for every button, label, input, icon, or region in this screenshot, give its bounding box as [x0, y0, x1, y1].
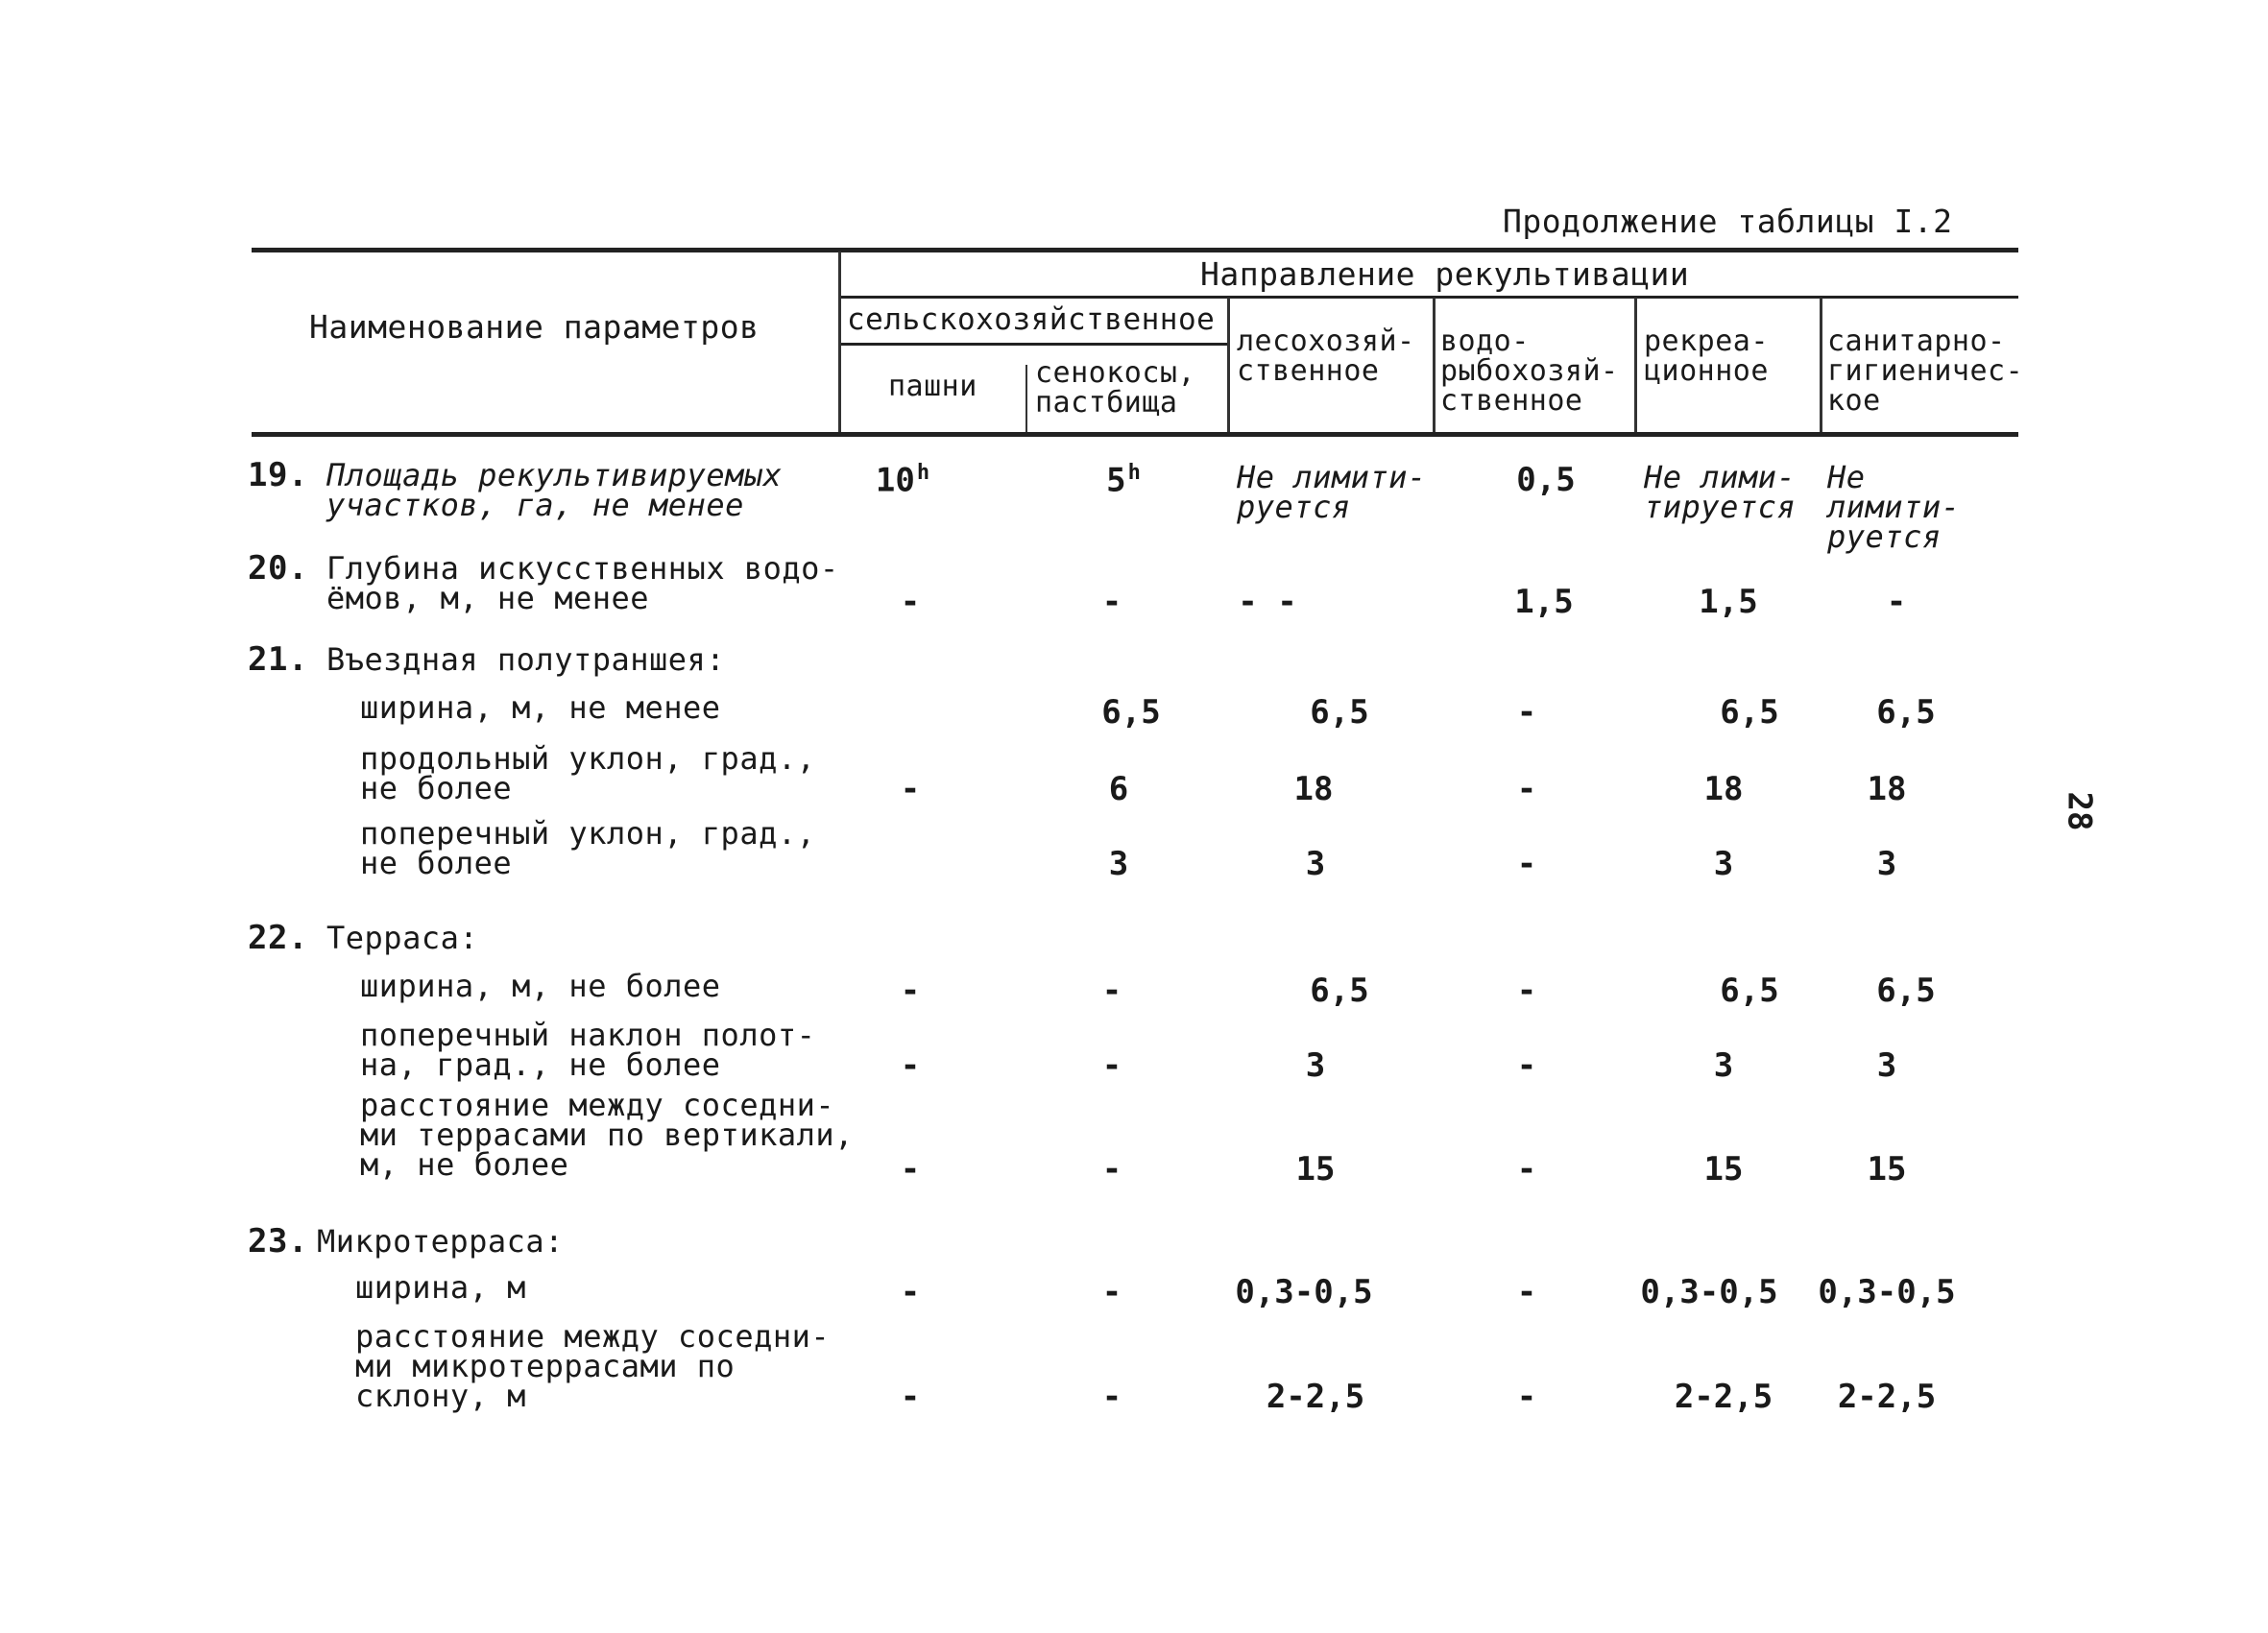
- table-top-rule: [252, 248, 2018, 252]
- row-21-sub3-sanitary: 3: [1876, 845, 1897, 883]
- row-23-sub2-sanitary: 2-2,5: [1837, 1378, 1937, 1416]
- header-recreation: рекреа- ционное: [1644, 324, 1769, 388]
- row-21-sub3-hay: 3: [1108, 845, 1129, 883]
- row-23-sub2-recreation: 2-2,5: [1674, 1378, 1773, 1416]
- col-divider-3: [1227, 298, 1230, 432]
- row-21-sub2-sanitary: 18: [1867, 770, 1907, 808]
- row-22-number: 22.: [248, 919, 308, 957]
- row-22-sub1-hay: -: [1101, 972, 1122, 1010]
- header-sanitary: санитарно- гигиеничес- кое: [1827, 324, 2024, 418]
- row-19-recreation: Не лими- тируется: [1644, 459, 1797, 525]
- row-22-label: Терраса:: [326, 920, 479, 956]
- row-22-sub3-fishery: -: [1516, 1150, 1537, 1189]
- row-22-sub2-hay: -: [1101, 1046, 1122, 1085]
- row-19-arable: [876, 461, 929, 499]
- row-23-sub2-fishery: -: [1516, 1378, 1537, 1416]
- row-22-sub1-recreation: 6,5: [1720, 972, 1779, 1010]
- col-divider-4: [1433, 298, 1436, 432]
- row-22-sub1-label: ширина, м, не более: [360, 968, 721, 1004]
- row-19-label: Площадь рекультивируемых участков, га, не менее: [326, 457, 783, 523]
- row-23-sub2-label: расстояние между соседни- ми микротеррасами по склону, м: [355, 1318, 831, 1414]
- row-23-sub2-arable: -: [900, 1378, 921, 1416]
- row-23-sub1-arable: -: [900, 1273, 921, 1311]
- row-22-sub1-sanitary: 6,5: [1876, 972, 1936, 1010]
- row-20-fishery: 1,5: [1514, 583, 1574, 621]
- row-21-sub2-arable: -: [900, 770, 921, 808]
- row-20-recreation: 1,5: [1699, 583, 1758, 621]
- header-param-name: Наименование параметров: [309, 308, 760, 346]
- row-21-sub1-recreation: 6,5: [1720, 693, 1779, 732]
- row-21-sub2-hay: 6: [1108, 770, 1129, 808]
- col-divider-6: [1820, 298, 1822, 432]
- row-22-sub2-sanitary: 3: [1876, 1046, 1897, 1085]
- row-20-sanitary: -: [1886, 583, 1907, 621]
- row-19-hay-sup: h: [1127, 461, 1141, 485]
- row-22-sub3-sanitary: 15: [1867, 1150, 1907, 1189]
- header-hayfields: сенокосы, пастбища: [1035, 356, 1196, 420]
- header-direction: Направление рекультивации: [1200, 255, 1690, 293]
- row-21-sub1-label: ширина, м, не менее: [360, 689, 721, 726]
- row-23-sub2-forestry: 2-2,5: [1266, 1378, 1365, 1416]
- row-20-hay: -: [1101, 583, 1122, 621]
- row-22-sub1-fishery: -: [1516, 972, 1537, 1010]
- row-22-sub3-recreation: 15: [1703, 1150, 1744, 1189]
- row-20-number: 20.: [248, 549, 308, 588]
- col-divider-5: [1634, 298, 1637, 432]
- row-21-sub2-label: продольный уклон, град., не более: [360, 740, 816, 806]
- row-23-sub1-sanitary: 0,3-0,5: [1818, 1273, 1956, 1311]
- row-21-sub3-forestry: 3: [1305, 845, 1326, 883]
- row-19-arable-sup: h: [916, 461, 930, 485]
- row-22-sub2-label: поперечный наклон полот- на, град., не более: [360, 1017, 816, 1083]
- row-21-sub1-hay: 6,5: [1101, 693, 1161, 732]
- row-19-sanitary: Не лимити- руется: [1827, 459, 1961, 555]
- header-fishery: водо- рыбохозяй- ственное: [1440, 324, 1619, 418]
- table-caption: Продолжение таблицы I.2: [1503, 203, 1953, 240]
- row-22-sub2-arable: -: [900, 1046, 921, 1085]
- row-19-hay: [1106, 461, 1141, 499]
- row-22-sub2-forestry: 3: [1305, 1046, 1326, 1085]
- row-19-forestry: Не лимити- руется: [1237, 459, 1427, 525]
- row-20-arable: -: [900, 583, 921, 621]
- row-21-sub3-recreation: 3: [1713, 845, 1734, 883]
- row-19-number: 19.: [248, 456, 308, 494]
- row-19-arable-value: 10: [875, 461, 915, 500]
- row-21-label: Въездная полутраншея:: [326, 641, 726, 678]
- row-22-sub3-arable: -: [900, 1150, 921, 1189]
- row-23-sub2-hay: -: [1101, 1378, 1122, 1416]
- col-divider-2: [1025, 365, 1027, 432]
- row-22-sub3-hay: -: [1101, 1150, 1122, 1189]
- row-21-sub3-label: поперечный уклон, град., не более: [360, 815, 816, 881]
- row-21-sub2-recreation: 18: [1703, 770, 1744, 808]
- row-20-forestry: - -: [1238, 583, 1297, 621]
- row-21-sub2-fishery: -: [1516, 770, 1537, 808]
- row-21-sub2-forestry: 18: [1293, 770, 1334, 808]
- header-rule-direction: [840, 296, 2018, 299]
- row-22-sub1-arable: -: [900, 972, 921, 1010]
- header-bottom-rule: [252, 432, 2018, 437]
- row-22-sub3-label: расстояние между соседни- ми террасами по вертикали, м, не более: [360, 1087, 854, 1183]
- row-23-number: 23.: [248, 1222, 308, 1261]
- page-number: 28: [2060, 791, 2099, 831]
- header-forestry: лесохозяй- ственное: [1237, 324, 1415, 388]
- row-22-sub3-forestry: 15: [1295, 1150, 1336, 1189]
- row-21-sub1-forestry: 6,5: [1310, 693, 1369, 732]
- row-23-sub1-fishery: -: [1516, 1273, 1537, 1311]
- row-19-hay-value: 5: [1106, 461, 1126, 500]
- col-divider-1: [838, 252, 841, 432]
- row-23-label: Микротерраса:: [317, 1223, 564, 1260]
- row-21-sub1-fishery: -: [1516, 693, 1537, 732]
- row-21-sub3-fishery: -: [1516, 845, 1537, 883]
- row-20-label: Глубина искусственных водо- ёмов, м, не менее: [326, 550, 839, 616]
- row-21-sub1-sanitary: 6,5: [1876, 693, 1936, 732]
- row-23-sub1-recreation: 0,3-0,5: [1640, 1273, 1778, 1311]
- row-21-number: 21.: [248, 640, 308, 679]
- row-23-sub1-forestry: 0,3-0,5: [1235, 1273, 1373, 1311]
- row-19-fishery: 0,5: [1516, 461, 1576, 499]
- header-rule-agri: [840, 343, 1229, 346]
- row-23-sub1-label: ширина, м: [355, 1269, 526, 1306]
- row-22-sub2-fishery: -: [1516, 1046, 1537, 1085]
- header-agri: сельскохозяйственное: [847, 302, 1216, 337]
- row-23-sub1-hay: -: [1101, 1273, 1122, 1311]
- row-22-sub2-recreation: 3: [1713, 1046, 1734, 1085]
- row-22-sub1-forestry: 6,5: [1310, 972, 1369, 1010]
- header-arable: пашни: [888, 370, 977, 403]
